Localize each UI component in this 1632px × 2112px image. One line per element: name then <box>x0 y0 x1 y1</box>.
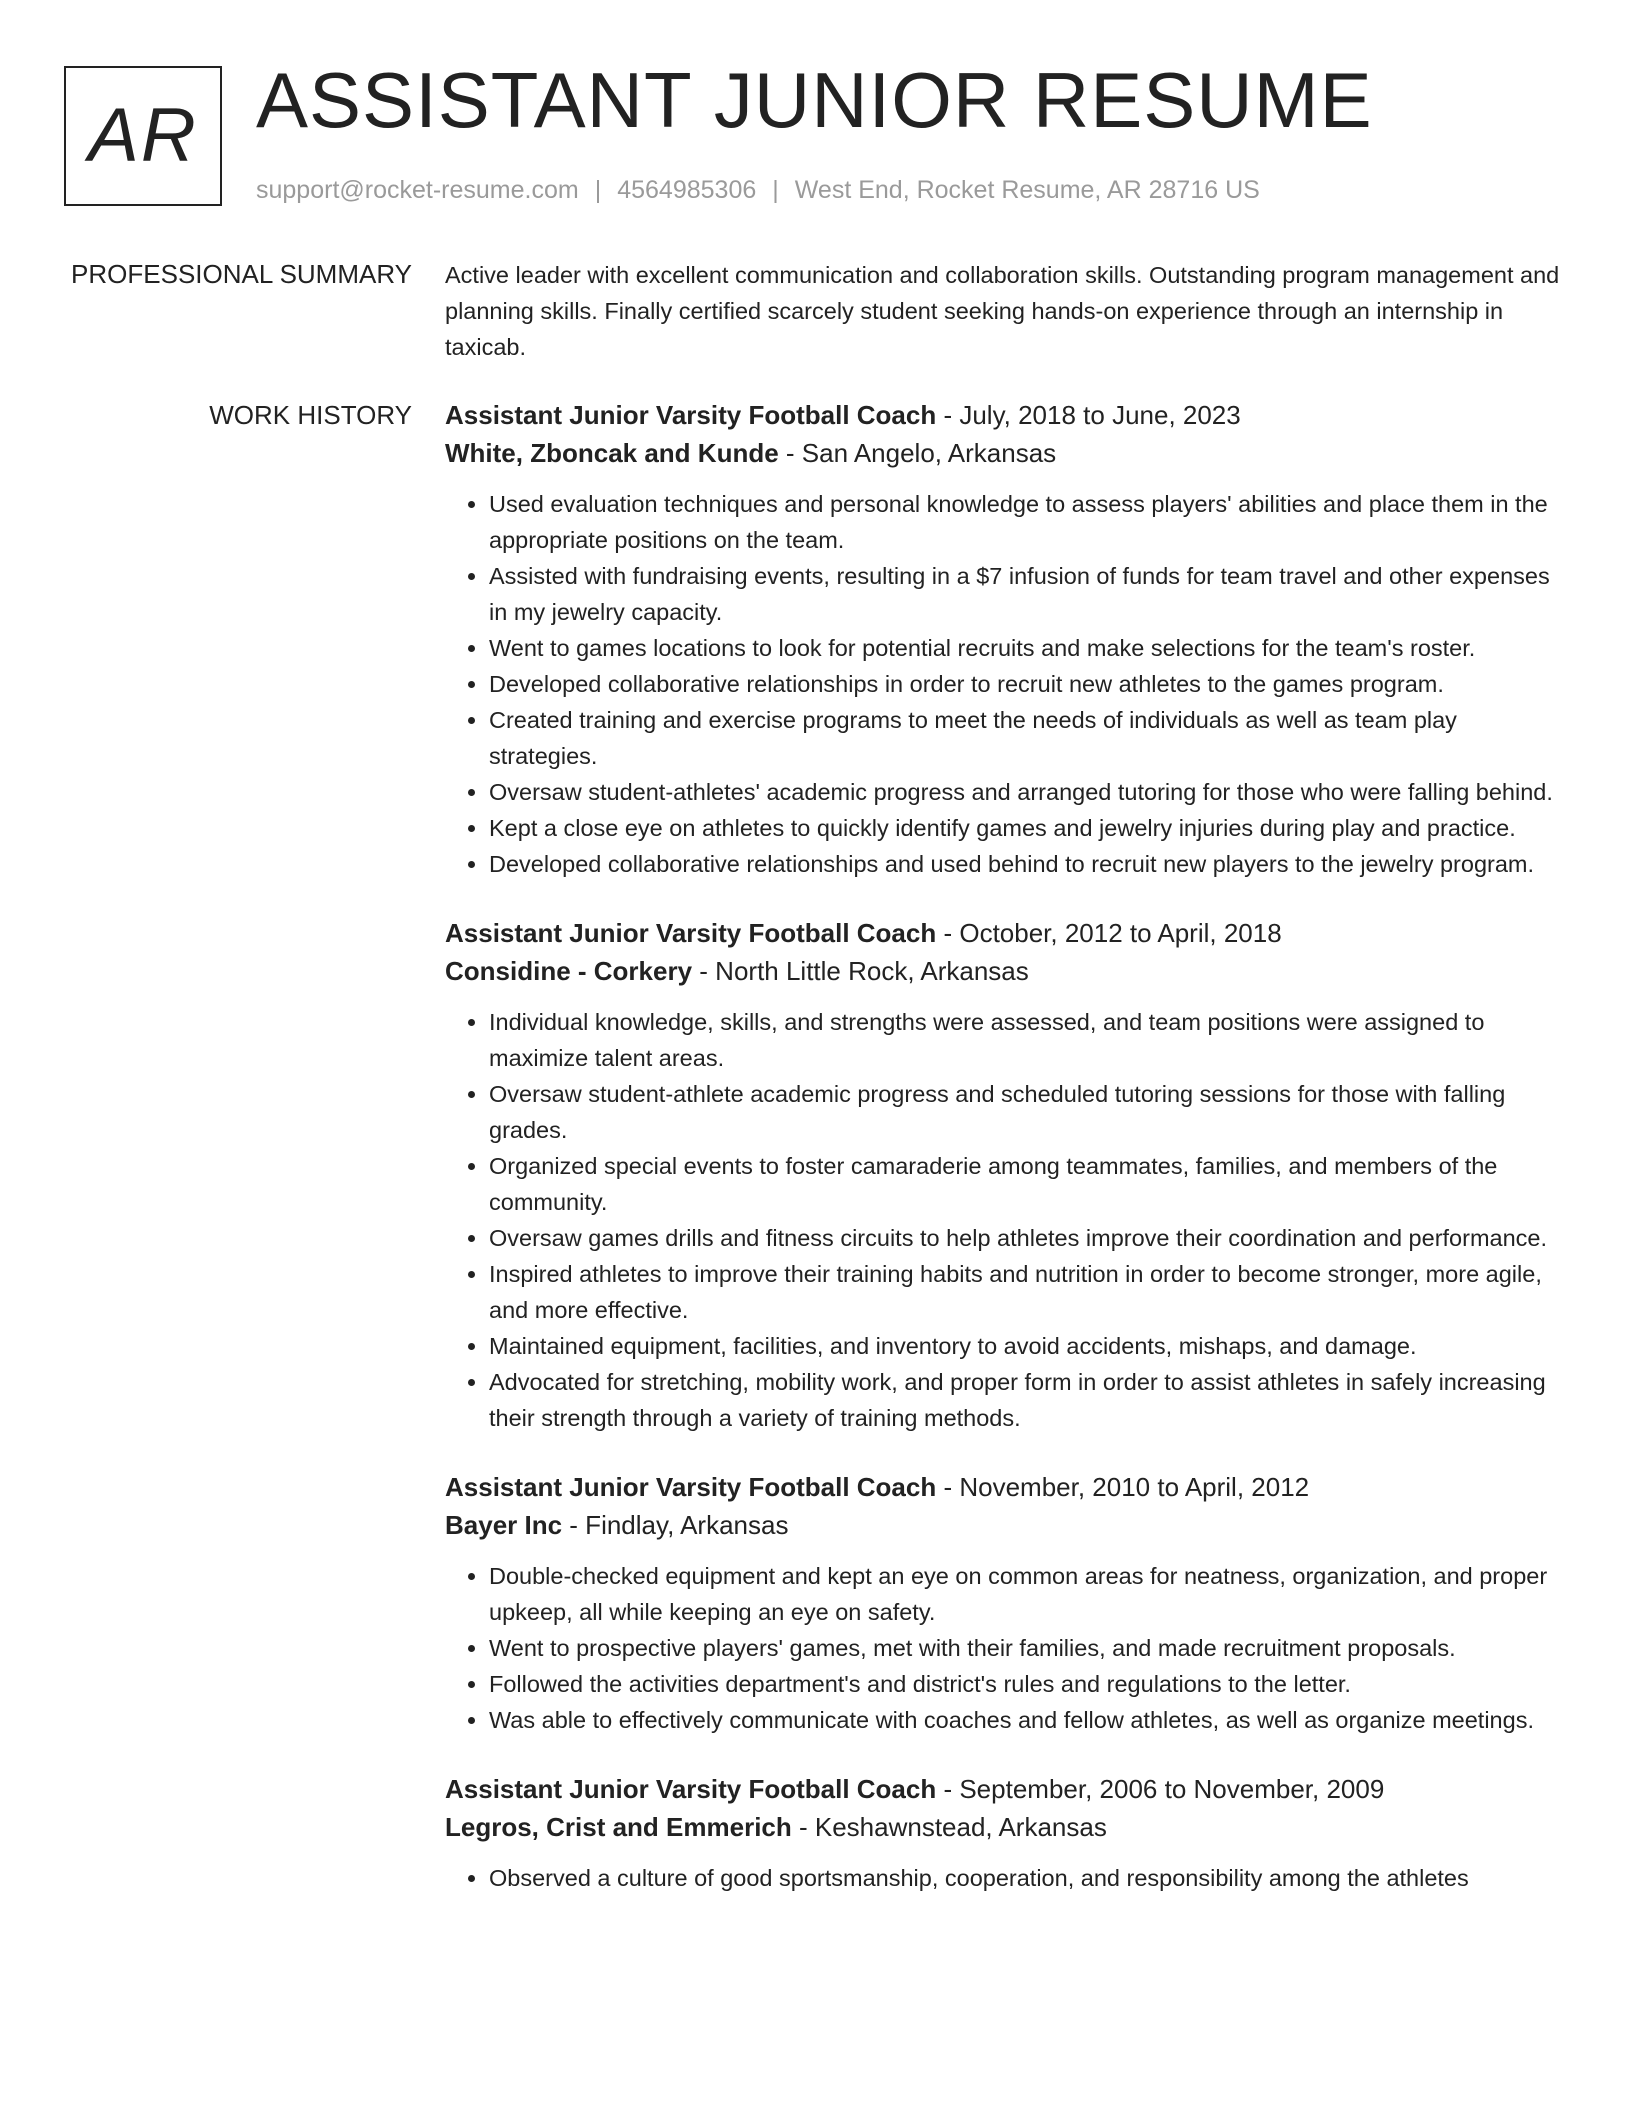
job-dates: - October, 2012 to April, 2018 <box>936 918 1282 948</box>
contact-separator: | <box>594 176 602 204</box>
job-bullet: • Developed collaborative relationships and used behind to recruit new players to the jewelry program. <box>489 846 1560 882</box>
job-bullet: • Developed collaborative relationships in order to recruit new athletes to the games program. <box>489 666 1560 702</box>
work-history-section <box>445 396 1560 1928</box>
job-bullets <box>445 1558 1560 1738</box>
job-location: - Keshawnstead, Arkansas <box>791 1812 1107 1842</box>
job-bullet: • Used evaluation techniques and personal knowledge to assess players' abilities and place them in the appropriate positions on the team. <box>489 486 1560 558</box>
job-bullet: • Advocated for stretching, mobility work, and proper form in order to assist athletes in safely increasing their strength through a variety of training methods. <box>489 1364 1560 1436</box>
job-bullet: • Followed the activities department's and district's rules and regulations to the letter. <box>489 1666 1560 1702</box>
job-entry <box>445 396 1560 882</box>
job-bullet: • Oversaw games drills and fitness circuits to help athletes improve their coordination and performance. <box>489 1220 1560 1256</box>
job-bullet: • Maintained equipment, facilities, and inventory to avoid accidents, mishaps, and damage. <box>489 1328 1560 1364</box>
job-location: - North Little Rock, Arkansas <box>692 956 1029 986</box>
job-company: Considine - Corkery <box>445 956 693 986</box>
job-title: Assistant Junior Varsity Football Coach <box>445 1472 937 1502</box>
job-company: White, Zboncak and Kunde <box>445 438 779 468</box>
contact-phone[interactable]: 4564985306 <box>617 176 757 204</box>
contact-address: West End, Rocket Resume, AR 28716 US <box>794 176 1260 204</box>
job-entry <box>445 1468 1560 1738</box>
job-title-line <box>445 1468 1560 1506</box>
monogram-box <box>64 66 222 206</box>
job-entry <box>445 1770 1560 1896</box>
job-bullet: • Assisted with fundraising events, resulting in a $7 infusion of funds for team travel and other expenses in my jewelry capacity. <box>489 558 1560 630</box>
job-bullet: • Observed a culture of good sportsmanship, cooperation, and responsibility among the athletes <box>489 1860 1560 1896</box>
job-company: Legros, Crist and Emmerich <box>445 1812 792 1842</box>
job-bullet: • Organized special events to foster camaraderie among teammates, families, and members of the community. <box>489 1148 1560 1220</box>
job-company-line <box>445 1506 1560 1544</box>
job-bullet: • Inspired athletes to improve their training habits and nutrition in order to become stronger, more agile, and more effective. <box>489 1256 1560 1328</box>
job-location: - San Angelo, Arkansas <box>778 438 1057 468</box>
job-dates: - September, 2006 to November, 2009 <box>936 1774 1385 1804</box>
monogram-initials: AR <box>88 93 198 178</box>
job-dates: - July, 2018 to June, 2023 <box>936 400 1241 430</box>
job-company-line <box>445 434 1560 472</box>
job-title-line <box>445 396 1560 434</box>
job-bullet: • Was able to effectively communicate with coaches and fellow athletes, as well as organize meetings. <box>489 1702 1560 1738</box>
job-bullet: • Oversaw student-athlete academic progress and scheduled tutoring sessions for those with falling grades. <box>489 1076 1560 1148</box>
summary-section <box>445 257 1560 365</box>
job-title-line <box>445 914 1560 952</box>
job-location: - Findlay, Arkansas <box>562 1510 789 1540</box>
job-entry <box>445 914 1560 1436</box>
summary-text: Active leader with excellent communication and collaboration skills. Outstanding program management and planning skills. Finally certified scarcely student seeking hands-on experience through an internship in taxicab. <box>445 262 1560 360</box>
resume-title: ASSISTANT JUNIOR RESUME <box>256 56 1373 144</box>
job-bullets <box>445 1004 1560 1436</box>
job-dates: - November, 2010 to April, 2012 <box>936 1472 1310 1502</box>
job-bullet: • Double-checked equipment and kept an eye on common areas for neatness, organization, and proper upkeep, all while keeping an eye on safety. <box>489 1558 1560 1630</box>
work-history-heading: WORK HISTORY <box>209 400 412 430</box>
job-title: Assistant Junior Varsity Football Coach <box>445 918 937 948</box>
job-bullets <box>445 1860 1560 1896</box>
summary-heading: PROFESSIONAL SUMMARY <box>71 259 412 289</box>
job-title-line <box>445 1770 1560 1808</box>
job-bullet: • Kept a close eye on athletes to quickly identify games and jewelry injuries during play and practice. <box>489 810 1560 846</box>
job-bullet: • Individual knowledge, skills, and strengths were assessed, and team positions were assigned to maximize talent areas. <box>489 1004 1560 1076</box>
job-company-line <box>445 952 1560 990</box>
job-bullet: • Oversaw student-athletes' academic progress and arranged tutoring for those who were falling behind. <box>489 774 1560 810</box>
job-company-line <box>445 1808 1560 1846</box>
contact-email[interactable]: support@rocket-resume.com <box>256 176 579 204</box>
job-bullets <box>445 486 1560 882</box>
job-bullet: • Went to games locations to look for potential recruits and make selections for the team's roster. <box>489 630 1560 666</box>
job-company: Bayer Inc <box>445 1510 563 1540</box>
job-bullet: • Created training and exercise programs to meet the needs of individuals as well as team play strategies. <box>489 702 1560 774</box>
contact-line <box>256 176 1260 205</box>
job-title: Assistant Junior Varsity Football Coach <box>445 400 937 430</box>
contact-separator: | <box>772 176 779 204</box>
job-bullet: • Went to prospective players' games, met with their families, and made recruitment proposals. <box>489 1630 1560 1666</box>
job-title: Assistant Junior Varsity Football Coach <box>445 1774 937 1804</box>
